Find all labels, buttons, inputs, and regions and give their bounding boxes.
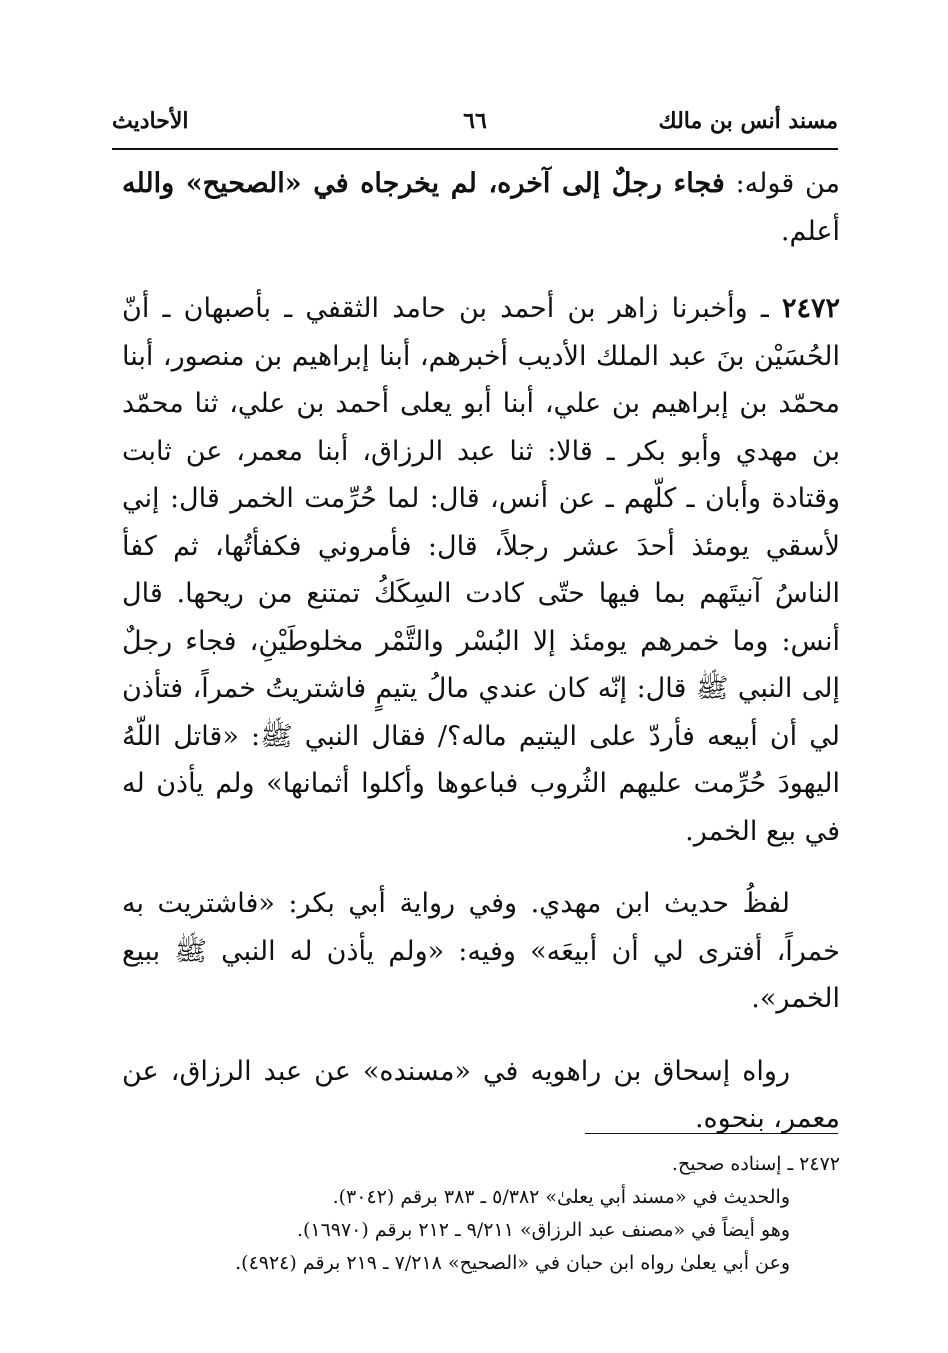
paragraph-1-bold: فجاء رجلٌ إلى آخره، لم يخرجاه في «الصحيح» والله — [122, 168, 725, 199]
footnote-3: وهو أيضاً في «مصنف عبد الرزاق» ٩/٢١١ ـ ٢١٢ برقم (١٦٩٧٠). — [296, 1219, 790, 1241]
footnote-2: والحديث في «مسند أبي يعلىٰ» ٥/٣٨٢ ـ ٣٨٣ برقم (٣٠٤٢). — [332, 1186, 790, 1208]
hadith-number: ٢٤٧٢ — [781, 293, 840, 324]
paragraph-1-prefix: من قوله: — [724, 168, 840, 199]
paragraph-4: رواه إسحاق بن راهويه في «مسنده» عن عبد الرزاق، عن معمر، بنحوه. — [122, 1055, 840, 1134]
section-title: الأحاديث — [112, 108, 189, 134]
footnote-4: وعن أبي يعلىٰ رواه ابن حبان في «الصحيح» ٧/٢١٨ ـ ٢١٩ برقم (٤٩٢٤). — [235, 1252, 790, 1274]
header-rule — [112, 148, 838, 150]
footnote-rule — [585, 1133, 838, 1134]
footnotes — [130, 1148, 840, 1280]
footnote-1: ٢٤٧٢ ـ إسناده صحيح. — [671, 1153, 840, 1175]
hadith-2472 — [122, 285, 840, 855]
paragraph-3: لفظُ حديث ابن مهدي. وفي رواية أبي بكر: «فاشتريت به خمراً، أفترى لي أن أبيعَه» وفيه: «ولم يأذن له النبي ﷺ ببيع الخمر». — [122, 888, 840, 1014]
book-title: مسند أنس بن مالك — [658, 108, 838, 134]
main-text — [122, 160, 840, 1143]
paragraph-1-end: أعلم. — [780, 215, 840, 247]
page-header — [112, 108, 838, 142]
page-number: ٦٦ — [463, 108, 487, 134]
hadith-text: ـ وأخبرنا زاهر بن أحمد بن حامد الثقفي ـ بأصبهان ـ أنّ الحُسَيْن بنَ عبد الملك الأديب أخبرهم، أبنا إبراهيم بن منصور، أبنا محمّد بن إبراهيم بن علي، أبنا أبو يعلى أحمد بن علي، ثنا محمّد بن مهدي وأبو بكر ـ قالا: ثنا عبد الرزاق، أبنا معمر، عن ثابت وقتادة وأبان ـ كلّهم ـ عن أنس، قال: لما حُرِّمت الخمر قال: إني لأسقي يومئذ أحدَ عشر رجلاً، قال: فأمروني فكفأتُها، ثم كفأ الناسُ آنيتَهم بما فيها حتّى كادت السِكَكُ تمتنع من ريحها. قال أنس: وما خمرهم يومئذ إلا البُسْر والتَّمْر مخلوطَيْنِ، فجاء رجلٌ إلى النبي ﷺ قال: إنّه كان عندي مالُ يتيمٍ فاشتريتُ خمراً، فتأذن لي أن أبيعه فأردّ على اليتيم ماله؟/ فقال النبي ﷺ: «قاتل اللّهُ اليهودَ حُرِّمت عليهم الثُروب فباعوها وأكلوا أثمانها» ولم يأذن له في بيع الخمر. — [122, 293, 840, 847]
paragraph-1 — [122, 160, 840, 255]
